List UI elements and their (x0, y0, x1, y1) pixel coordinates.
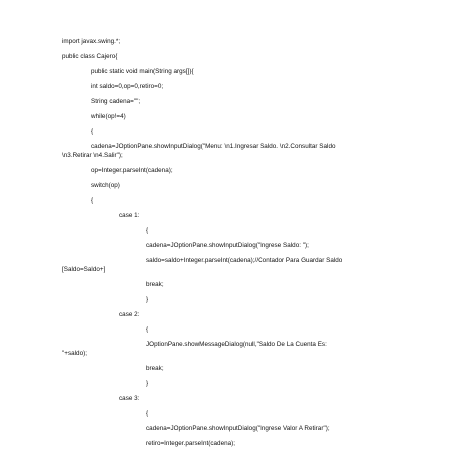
code-line-add-saldo: saldo=saldo+Integer.parseInt(cadena);//Contador Para Guardar Saldo (146, 257, 343, 264)
code-line-import: import javax.swing.*; (62, 38, 121, 45)
code-line-case-2-break: break; (146, 365, 164, 372)
code-line-switch: switch(op) (91, 182, 120, 189)
code-line-case-1: case 1: (119, 212, 140, 219)
code-line-add-saldo-comment-continuation: [Saldo=Saldo+] (62, 266, 106, 273)
code-line-case-3: case 3: (119, 395, 140, 402)
code-line-while-loop: while(op!=4) (91, 113, 126, 120)
code-line-case-1-break: break; (146, 281, 164, 288)
code-line-menu-dialog-continuation: \n3.Retirar \n4.Salir"); (62, 152, 123, 159)
code-line-class-declaration: public class Cajero{ (62, 53, 118, 60)
code-line-case-2-close-brace: } (146, 380, 149, 387)
code-line-show-saldo-continuation: "+saldo); (62, 350, 87, 357)
code-line-switch-open-brace: { (91, 197, 94, 204)
code-line-parse-retiro: retiro=Integer.parseInt(cadena); (146, 440, 236, 447)
code-line-parse-option: op=Integer.parseInt(cadena); (91, 167, 173, 174)
code-line-menu-dialog: cadena=JOptionPane.showInputDialog("Menu: \n1.Ingresar Saldo. \n2.Consultar Saldo (91, 143, 336, 150)
code-line-case-2-open-brace: { (146, 326, 149, 333)
code-line-main-method: public static void main(String args[]){ (91, 68, 194, 75)
code-line-input-saldo: cadena=JOptionPane.showInputDialog("Ingrese Saldo: "); (146, 242, 309, 249)
code-line-show-saldo-dialog: JOptionPane.showMessageDialog(null,"Saldo De La Cuenta Es: (146, 341, 327, 348)
code-line-string-variable: String cadena=""; (91, 98, 141, 105)
code-line-case-1-close-brace: } (146, 296, 149, 303)
code-line-case-1-open-brace: { (146, 227, 149, 234)
code-line-case-3-open-brace: { (146, 410, 149, 417)
code-line-input-retiro: cadena=JOptionPane.showInputDialog("Ingrese Valor A Retirar"); (146, 425, 330, 432)
code-line-while-open-brace: { (91, 128, 94, 135)
code-line-case-2: case 2: (119, 311, 140, 318)
code-line-int-variables: int saldo=0,op=0,retiro=0; (91, 83, 164, 90)
